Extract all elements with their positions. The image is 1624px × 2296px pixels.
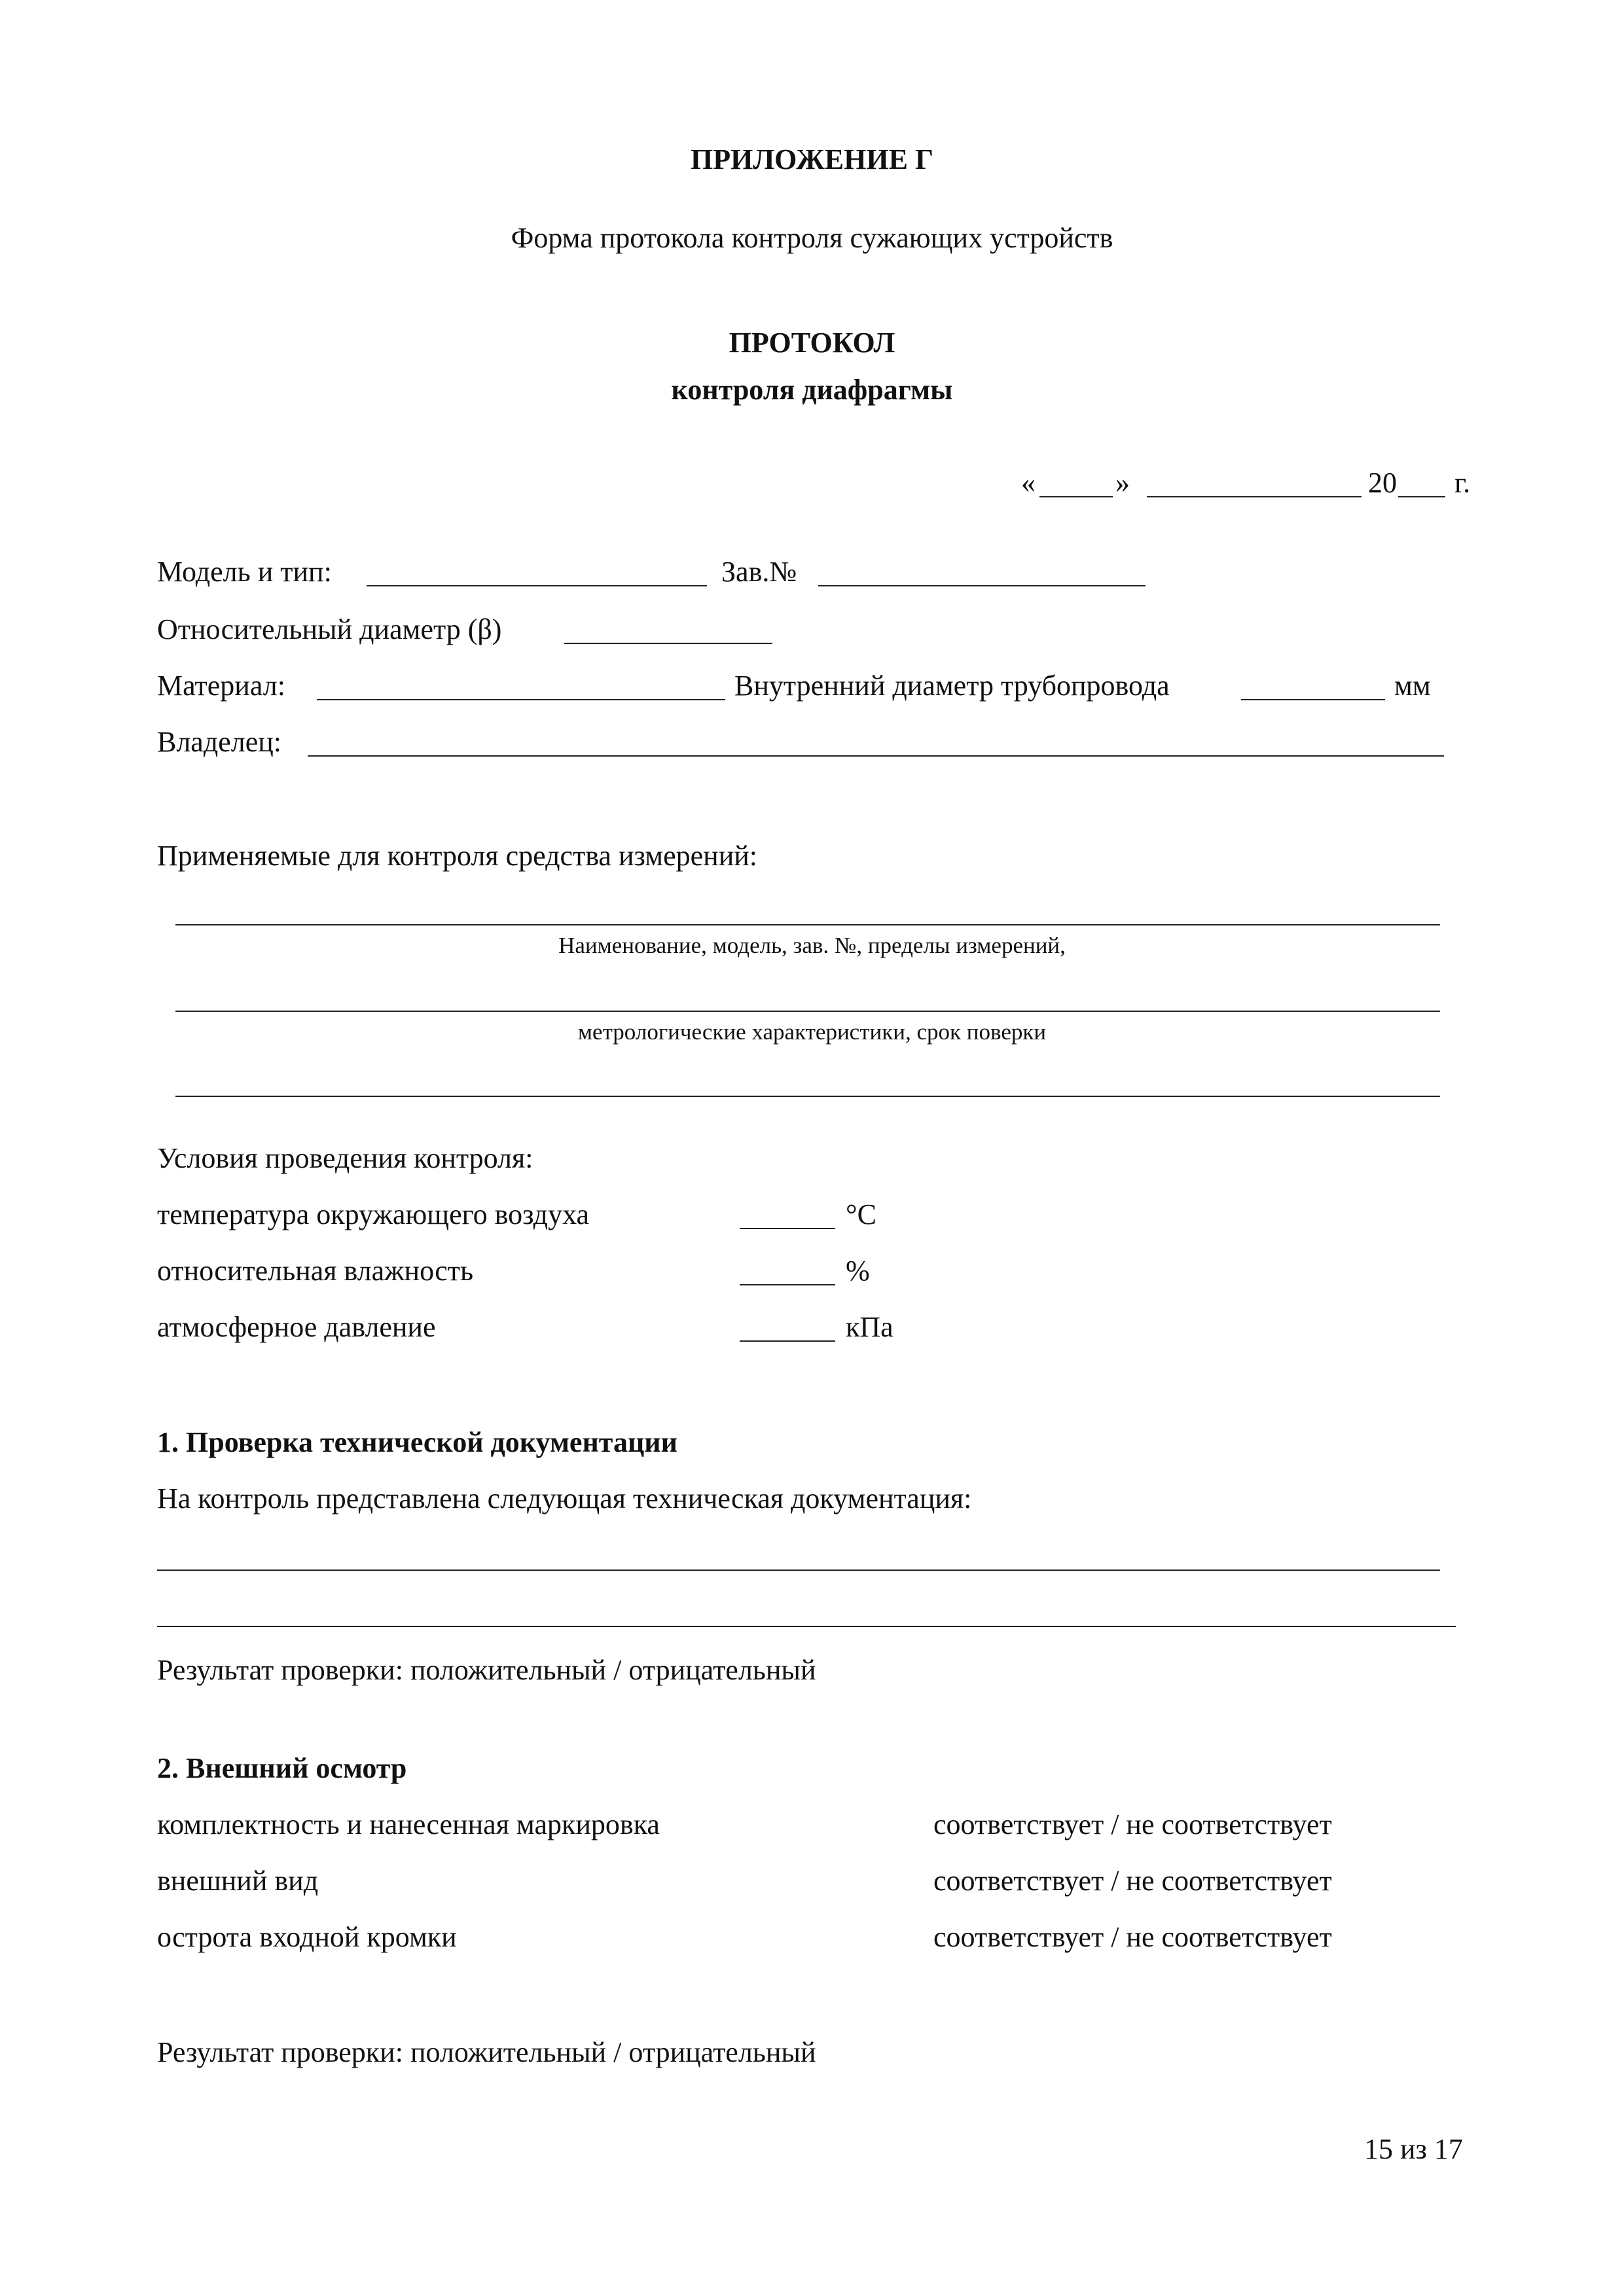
section2-result: Результат проверки: положительный / отрицательный (157, 2036, 816, 2068)
condition-unit: °C (846, 1198, 876, 1230)
section1-blank-2 (157, 1626, 1456, 1627)
condition-name: атмосферное давление (157, 1311, 436, 1343)
instruments-hint-2: метрологические характеристики, срок поверки (577, 1019, 1047, 1045)
instruments-hint-1: Наименование, модель, зав. №, пределы измерений, (558, 933, 1066, 958)
condition-blank (740, 1284, 835, 1285)
inner-diameter-unit: мм (1394, 670, 1431, 702)
instruments-blank-1 (175, 924, 1440, 925)
serial-blank (818, 585, 1146, 586)
date-year-prefix: 20 (1368, 467, 1397, 499)
date-month-blank (1147, 496, 1362, 497)
rel-diameter-label: Относительный диаметр (β) (157, 613, 502, 645)
condition-blank (740, 1340, 835, 1342)
serial-label: Зав.№ (721, 556, 797, 588)
protocol-title: ПРОТОКОЛ (729, 327, 895, 359)
condition-unit: кПа (846, 1311, 893, 1343)
model-type-label: Модель и тип: (157, 556, 332, 588)
owner-blank (308, 755, 1444, 757)
material-blank (317, 699, 725, 700)
date-year-suffix: г. (1454, 467, 1471, 499)
model-type-blank (367, 585, 707, 586)
inspection-item-value: соответствует / не соответствует (933, 1808, 1332, 1840)
instruments-blank-3 (175, 1096, 1440, 1097)
inner-diameter-label: Внутренний диаметр трубопровода (734, 670, 1170, 702)
inspection-item-name: острота входной кромки (157, 1921, 457, 1953)
inspection-item-value: соответствует / не соответствует (933, 1865, 1332, 1897)
date-close-quote: » (1115, 467, 1130, 499)
date-open-quote: « (1021, 467, 1036, 499)
appendix-title: ПРИЛОЖЕНИЕ Г (691, 143, 933, 175)
section2-title: 2. Внешний осмотр (157, 1752, 407, 1784)
condition-name: температура окружающего воздуха (157, 1198, 590, 1230)
page-number: 15 из 17 (1364, 2133, 1463, 2165)
condition-unit: % (846, 1255, 870, 1287)
section1-title: 1. Проверка технической документации (157, 1426, 678, 1458)
date-day-blank (1039, 496, 1113, 497)
inspection-item-name: комплектность и нанесенная маркировка (157, 1808, 660, 1840)
form-subtitle: Форма протокола контроля сужающих устройств (511, 222, 1113, 254)
protocol-subtitle: контроля диафрагмы (671, 374, 953, 406)
condition-blank (740, 1228, 835, 1229)
owner-label: Владелец: (157, 726, 282, 758)
instruments-blank-2 (175, 1011, 1440, 1012)
condition-name: относительная влажность (157, 1255, 474, 1287)
material-label: Материал: (157, 670, 285, 702)
section1-blank-1 (157, 1570, 1440, 1571)
section1-result: Результат проверки: положительный / отрицательный (157, 1654, 816, 1686)
inspection-item-name: внешний вид (157, 1865, 319, 1897)
rel-diameter-blank (564, 643, 772, 644)
conditions-label: Условия проведения контроля: (157, 1142, 533, 1174)
inspection-item-value: соответствует / не соответствует (933, 1921, 1332, 1953)
inner-diameter-blank (1241, 699, 1385, 700)
instruments-label: Применяемые для контроля средства измерений: (157, 840, 758, 872)
date-year-blank (1398, 496, 1445, 497)
section1-intro: На контроль представлена следующая техническая документация: (157, 1482, 972, 1515)
